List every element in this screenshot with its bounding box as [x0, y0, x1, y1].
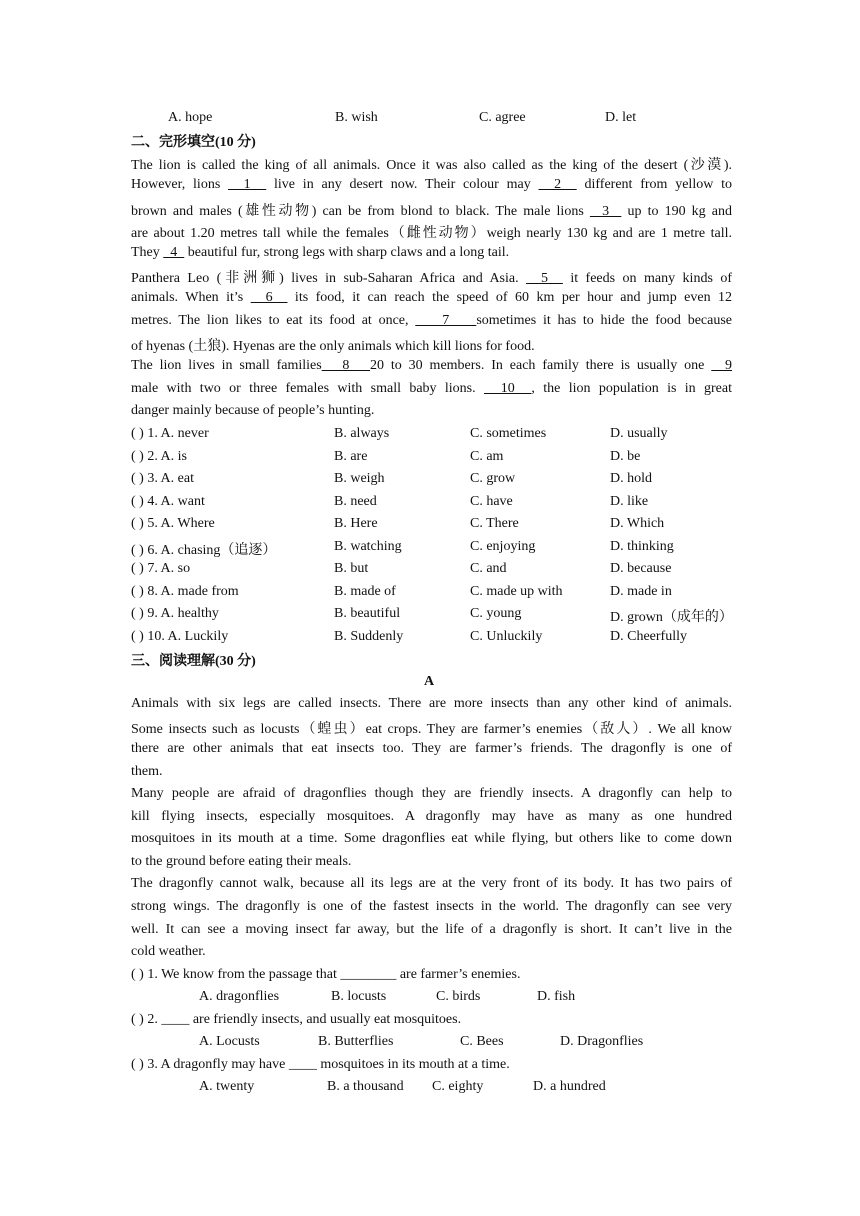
- blank: 6: [250, 290, 288, 305]
- question-option-b: B. Suddenly: [334, 629, 404, 644]
- question-option-c: C. made up with: [470, 584, 563, 599]
- question-stem-option-a: ( ) 4. A. want: [131, 494, 205, 509]
- reading-option-d: D. fish: [537, 989, 576, 1004]
- question-option-c: C. sometimes: [470, 426, 547, 441]
- passage-text: 20 to 30 members. In each family there is usually one: [370, 358, 712, 373]
- question-stem-option-a: ( ) 3. A. eat: [131, 471, 194, 486]
- passage-text: are about 1.20 metres tall while the females（雌性动物）weigh nearly 130 kg and are 1 metre tall.: [131, 226, 732, 241]
- question-option-c: C. grow: [470, 471, 516, 486]
- question-option-c: C. am: [470, 449, 504, 464]
- passage-label-a: A: [424, 674, 435, 689]
- question-option-b: B. Here: [334, 516, 378, 531]
- option-b: B. wish: [335, 110, 378, 125]
- question-option-b: B. but: [334, 561, 369, 576]
- passage-line: Many people are afraid of dragonflies though they are friendly insects. A dragonfly can help to: [131, 786, 732, 801]
- question-option-d: D. Cheerfully: [610, 629, 687, 644]
- reading-option-c: C. Bees: [460, 1034, 504, 1049]
- passage-line: [131, 403, 732, 419]
- question-stem-option-a: ( ) 5. A. Where: [131, 516, 215, 531]
- question-stem-option-a: ( ) 9. A. healthy: [131, 606, 219, 621]
- question-option-c: C. have: [470, 494, 513, 509]
- passage-text: metres. The lion likes to eat its food at once,: [131, 313, 416, 328]
- passage-text: it feeds on many kinds of: [562, 271, 733, 286]
- section-heading-reading: 三、阅读理解(30 分): [131, 654, 256, 669]
- passage-line: [131, 222, 732, 242]
- passage-text: , the lion population is in great: [531, 381, 733, 396]
- question-option-d: D. made in: [610, 584, 672, 599]
- question-option-b: B. need: [334, 494, 377, 509]
- passage-text: However, lions: [131, 177, 229, 192]
- blank: 10: [483, 381, 532, 396]
- question-option-c: C. young: [470, 606, 522, 621]
- reading-question-stem: ( ) 2. ____ are friendly insects, and usually eat mosquitoes.: [131, 1012, 462, 1027]
- reading-question-stem: ( ) 3. A dragonfly may have ____ mosquitoes in its mouth at a time.: [131, 1057, 510, 1072]
- reading-option-a: A. Locusts: [199, 1034, 260, 1049]
- reading-question-stem: ( ) 1. We know from the passage that ________ are farmer’s enemies.: [131, 967, 521, 982]
- passage-text: up to 190 kg and: [621, 204, 733, 219]
- passage-line: to the ground before eating their meals.: [131, 854, 352, 869]
- option-d: D. let: [605, 110, 637, 125]
- passage-line: there are other animals that eat insects too. They are farmer’s friends. The dragonfly is one of: [131, 741, 732, 756]
- section-heading-cloze: 二、完形填空(10 分): [131, 135, 256, 150]
- passage-line: [131, 313, 732, 329]
- passage-text: different from yellow to: [576, 177, 732, 192]
- question-option-d: D. grown（成年的）: [610, 610, 733, 625]
- passage-line: them.: [131, 764, 163, 779]
- question-option-b: B. beautiful: [334, 606, 401, 621]
- question-option-d: D. like: [610, 494, 649, 509]
- option-c: C. agree: [479, 110, 526, 125]
- question-stem-option-a: ( ) 8. A. made from: [131, 584, 239, 599]
- passage-line: [131, 358, 732, 374]
- question-option-c: C. and: [470, 561, 507, 576]
- passage-line: Animals with six legs are called insects. There are more insects than any other kind of animals.: [131, 696, 732, 711]
- passage-line: well. It can see a moving insect far away, but the life of a dragonfly is short. It can’t live in the: [131, 922, 732, 937]
- passage-line: [131, 245, 732, 261]
- question-option-d: D. hold: [610, 471, 652, 486]
- reading-option-a: A. twenty: [199, 1079, 255, 1094]
- question-option-d: D. be: [610, 449, 641, 464]
- question-option-d: D. because: [610, 561, 672, 576]
- question-stem-option-a: ( ) 10. A. Luckily: [131, 629, 229, 644]
- question-option-d: D. thinking: [610, 539, 674, 554]
- passage-line: mosquitoes in its mouth at a time. Some dragonflies eat while flying, but others like to come down: [131, 831, 732, 846]
- passage-line: [131, 290, 732, 306]
- passage-text: danger mainly because of people’s hunting.: [131, 403, 375, 418]
- question-stem-option-a: ( ) 2. A. is: [131, 449, 187, 464]
- option-a: A. hope: [168, 110, 213, 125]
- passage-text: animals. When it’s: [131, 290, 251, 305]
- passage-line: kill flying insects, especially mosquitoes. A dragonfly may have as many as one hundred: [131, 809, 732, 824]
- passage-text: male with two or three females with small baby lions.: [131, 381, 484, 396]
- blank: 7: [415, 313, 477, 328]
- reading-option-b: B. Butterflies: [318, 1034, 394, 1049]
- blank: 8: [321, 358, 371, 373]
- passage-line: [131, 267, 732, 287]
- question-option-b: B. are: [334, 449, 368, 464]
- passage-text: beautiful fur, strong legs with sharp claws and a long tail.: [184, 245, 510, 260]
- reading-option-a: A. dragonflies: [199, 989, 280, 1004]
- blank: 2: [538, 177, 577, 192]
- question-option-c: C. enjoying: [470, 539, 536, 554]
- reading-option-c: C. birds: [436, 989, 481, 1004]
- passage-line: Some insects such as locusts（蝗虫）eat crops. They are farmer’s enemies（敌人）. We all know: [131, 722, 732, 737]
- question-stem-option-a: ( ) 1. A. never: [131, 426, 209, 441]
- passage-text: They: [131, 245, 164, 260]
- passage-line: [131, 381, 732, 397]
- passage-text: Panthera Leo (非洲狮) lives in sub-Saharan Africa and Asia.: [131, 271, 527, 286]
- passage-line: [131, 154, 732, 174]
- question-stem-option-a: ( ) 7. A. so: [131, 561, 191, 576]
- question-option-c: C. There: [470, 516, 519, 531]
- passage-text: live in any desert now. Their colour may: [266, 177, 539, 192]
- passage-line: The dragonfly cannot walk, because all its legs are at the very front of its body. It has two pairs of: [131, 876, 732, 891]
- passage-line: strong wings. The dragonfly is one of the fastest insects in the world. The dragonfly can see very: [131, 899, 732, 914]
- reading-option-b: B. a thousand: [327, 1079, 404, 1094]
- question-option-d: D. usually: [610, 426, 668, 441]
- reading-option-d: D. Dragonflies: [560, 1034, 644, 1049]
- question-option-b: B. weigh: [334, 471, 385, 486]
- question-option-b: B. watching: [334, 539, 402, 554]
- reading-option-c: C. eighty: [432, 1079, 484, 1094]
- passage-text: its food, it can reach the speed of 60 km per hour and jump even 12: [287, 290, 733, 305]
- passage-text: of hyenas (土狼). Hyenas are the only animals which kill lions for food.: [131, 339, 535, 354]
- passage-text: sometimes it has to hide the food because: [476, 313, 732, 328]
- passage-line: [131, 177, 732, 193]
- reading-option-b: B. locusts: [331, 989, 387, 1004]
- question-option-b: B. always: [334, 426, 390, 441]
- passage-line: [131, 200, 732, 220]
- passage-text: brown and males (雄性动物) can be from blond to black. The male lions: [131, 204, 590, 219]
- blank: 5: [526, 271, 563, 286]
- question-option-c: C. Unluckily: [470, 629, 543, 644]
- blank: 3: [589, 204, 622, 219]
- blank: 1: [228, 177, 267, 192]
- passage-text: The lion lives in small families: [131, 358, 322, 373]
- question-option-d: D. Which: [610, 516, 665, 531]
- reading-option-d: D. a hundred: [533, 1079, 606, 1094]
- blank: 4: [163, 245, 185, 260]
- question-option-b: B. made of: [334, 584, 396, 599]
- passage-line: cold weather.: [131, 944, 206, 959]
- passage-line: [131, 335, 732, 355]
- blank: 9: [711, 358, 733, 373]
- passage-text: The lion is called the king of all animals. Once it was also called as the king of the desert (沙漠).: [131, 158, 732, 173]
- question-stem-option-a: ( ) 6. A. chasing（追逐）: [131, 543, 277, 558]
